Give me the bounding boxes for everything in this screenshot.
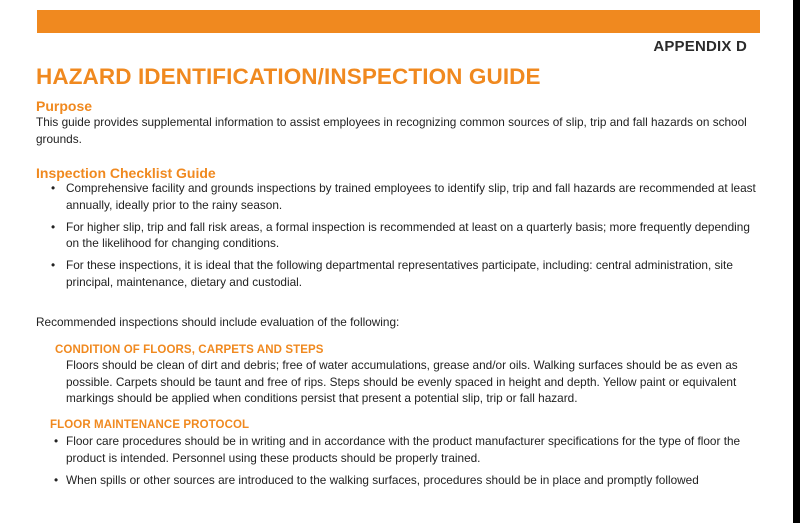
document-title: HAZARD IDENTIFICATION/INSPECTION GUIDE: [36, 64, 541, 89]
header-bar: [37, 10, 760, 33]
list-item-text: For higher slip, trip and fall risk areas, a formal inspection is recommended at least on a quarterly basis; more frequently depending on the likelihood for changing conditions.: [66, 219, 750, 250]
list-item: [36, 257, 758, 290]
purpose-text: This guide provides supplemental information to assist employees in recognizing common sources of slip, trip and fall hazards on school grounds.: [36, 115, 747, 146]
appendix-label: APPENDIX D: [653, 38, 747, 55]
floors-heading: CONDITION OF FLOORS, CARPETS AND STEPS: [55, 344, 324, 356]
list-item: [36, 180, 758, 213]
bullet-icon: •: [51, 181, 56, 195]
maintenance-list: [36, 433, 758, 494]
list-item: [36, 433, 758, 466]
purpose-heading: Purpose: [36, 98, 93, 114]
list-item: [36, 219, 758, 252]
checklist-heading: Inspection Checklist Guide: [36, 165, 216, 181]
bullet-icon: •: [54, 434, 59, 448]
recommended-text: Recommended inspections should include evaluation of the following:: [36, 315, 400, 329]
floors-text: Floors should be clean of dirt and debris; free of water accumulations, grease and/or oils. Walking surfaces should be as even as possible. Carpets should be taunt and free of rips. Steps should be evenly spaced in height and depth. Yellow paint or equivalent markings should be applied when conditions persist that present a potential slip, trip or fall hazard.: [66, 358, 738, 405]
list-item-text: Comprehensive facility and grounds inspections by trained employees to identify slip, trip and fall hazards are recommended at least annually, ideally prior to the rainy season.: [66, 181, 756, 212]
list-item: [36, 472, 758, 489]
bullet-icon: •: [54, 472, 59, 487]
bullet-icon: •: [51, 258, 56, 272]
checklist-list: [36, 180, 758, 296]
list-item-text: When spills or other sources are introduced to the walking surfaces, procedures should be in place and promptly followed: [66, 472, 699, 487]
list-item-text: For these inspections, it is ideal that the following departmental representatives participate, including: central administration, site principal, maintenance, dietary and custodial.: [66, 258, 733, 289]
bullet-icon: •: [51, 219, 56, 234]
maintenance-heading: FLOOR MAINTENANCE PROTOCOL: [50, 419, 250, 431]
list-item-text: Floor care procedures should be in writing and in accordance with the product manufacturer specifications for the type of floor the product is intended. Personnel using these products should be properly trained.: [66, 434, 741, 465]
